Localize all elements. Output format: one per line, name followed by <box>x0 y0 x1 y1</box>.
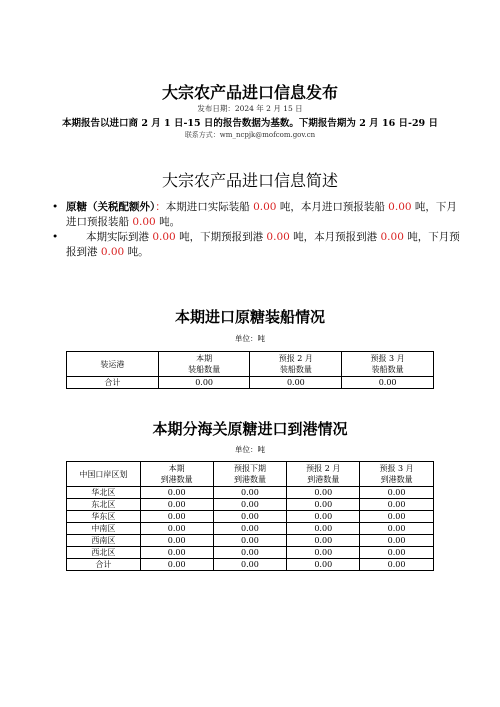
table-row <box>67 499 434 511</box>
shipping-unit: 单位：吨 <box>235 334 265 343</box>
shipping-section-title: 本期进口原糖装船情况 <box>174 308 325 326</box>
shipping-table <box>66 351 434 389</box>
summary-value: 0.00 <box>100 246 125 258</box>
table-cell: 0.00 <box>287 499 360 511</box>
table-cell: 0.00 <box>287 535 360 547</box>
table-cell: 东北区 <box>67 499 141 511</box>
table-cell: 中南区 <box>67 523 141 535</box>
table-cell: 西北区 <box>67 547 141 559</box>
summary-item-arrivals <box>52 230 466 260</box>
table-cell: 0.00 <box>140 559 213 571</box>
table-cell: 0.00 <box>158 377 250 389</box>
summary-text: 吨，下期预报到港 <box>175 231 267 243</box>
table-row <box>67 487 434 499</box>
summary-text: 本期实际到港 <box>86 231 153 243</box>
table-cell: 0.00 <box>140 523 213 535</box>
table-cell: 0.00 <box>213 535 287 547</box>
table-cell: 0.00 <box>213 547 287 559</box>
table-cell: 0.00 <box>213 511 287 523</box>
column-header: 本期 到港数量 <box>140 462 213 487</box>
table-cell: 0.00 <box>250 377 342 389</box>
table-cell: 0.00 <box>360 547 434 559</box>
publish-date: 发布日期：2024 年 2 月 15 日 <box>197 104 303 113</box>
table-cell: 合计 <box>67 559 141 571</box>
summary-value: 0.00 <box>132 216 156 228</box>
summary-text: 吨。 <box>124 246 149 258</box>
column-header: 预报 2 月 装船数量 <box>250 352 342 377</box>
column-header: 预报 2 月 到港数量 <box>287 462 360 487</box>
arrival-table <box>66 461 434 571</box>
table-cell: 0.00 <box>287 511 360 523</box>
table-row <box>67 377 434 389</box>
table-cell: 0.00 <box>213 487 287 499</box>
table-cell: 0.00 <box>342 377 434 389</box>
table-cell: 0.00 <box>360 511 434 523</box>
table-cell: 0.00 <box>360 499 434 511</box>
summary-item-raw-sugar <box>52 200 466 230</box>
summary-list <box>52 200 466 260</box>
column-header: 预报 3 月 到港数量 <box>360 462 434 487</box>
table-cell: 0.00 <box>213 559 287 571</box>
table-cell: 0.00 <box>213 523 287 535</box>
table-row <box>67 559 434 571</box>
summary-value: 0.00 <box>253 201 277 213</box>
document-title: 大宗农产品进口信息发布 <box>161 83 338 102</box>
table-cell: 0.00 <box>140 487 213 499</box>
summary-text: 本期进口实际装船 <box>165 201 254 213</box>
table-header-row <box>67 462 434 487</box>
table-cell: 西南区 <box>67 535 141 547</box>
summary-text: 吨，本月进口预报装船 <box>276 201 389 213</box>
table-cell: 0.00 <box>213 499 287 511</box>
table-cell: 0.00 <box>287 547 360 559</box>
table-cell: 0.00 <box>360 559 434 571</box>
bullet-icon: • <box>52 201 59 213</box>
table-cell: 0.00 <box>287 559 360 571</box>
summary-value: 0.00 <box>380 231 404 243</box>
report-basis: 本期报告以进口商 2 月 1 日-15 日的报告数据为基数。下期报告期为 2 月 16 日-29 日 <box>62 118 438 129</box>
summary-text: 吨。 <box>155 216 181 228</box>
table-cell: 0.00 <box>360 523 434 535</box>
table-cell: 0.00 <box>287 487 360 499</box>
table-row <box>67 535 434 547</box>
contact-info: 联系方式：wm_ncpjk@mofcom.gov.cn <box>184 131 316 139</box>
arrival-section-title: 本期分海关原糖进口到港情况 <box>152 420 348 438</box>
table-cell: 0.00 <box>360 487 434 499</box>
summary-title: 大宗农产品进口信息简述 <box>161 171 338 190</box>
table-cell: 华北区 <box>67 487 141 499</box>
table-cell: 0.00 <box>140 511 213 523</box>
column-header: 本期 装船数量 <box>158 352 250 377</box>
bullet-icon: • <box>52 231 59 243</box>
summary-text: 吨，下月进口预报装船 <box>66 201 457 228</box>
table-cell: 0.00 <box>287 523 360 535</box>
table-row <box>67 511 434 523</box>
table-cell: 0.00 <box>140 535 213 547</box>
separator: ： <box>155 201 166 213</box>
column-header: 预报 3 月 装船数量 <box>342 352 434 377</box>
summary-value: 0.00 <box>388 201 412 213</box>
table-cell: 合计 <box>67 377 159 389</box>
table-row <box>67 523 434 535</box>
column-header: 装运港 <box>67 352 159 377</box>
table-cell: 0.00 <box>360 535 434 547</box>
column-header: 中国口岸区划 <box>67 462 141 487</box>
table-header-row <box>67 352 434 377</box>
table-cell: 华东区 <box>67 511 141 523</box>
summary-value: 0.00 <box>152 231 176 243</box>
arrival-unit: 单位：吨 <box>235 445 265 454</box>
table-cell: 0.00 <box>140 547 213 559</box>
table-row <box>67 547 434 559</box>
summary-text: 吨，本月预报到港 <box>289 231 381 243</box>
summary-value: 0.00 <box>266 231 290 243</box>
column-header: 预报下期 到港数量 <box>213 462 287 487</box>
commodity-name: 原糖（关税配额外） <box>66 201 156 213</box>
summary-text: 吨，下月预报到港 <box>66 231 460 258</box>
table-cell: 0.00 <box>140 499 213 511</box>
